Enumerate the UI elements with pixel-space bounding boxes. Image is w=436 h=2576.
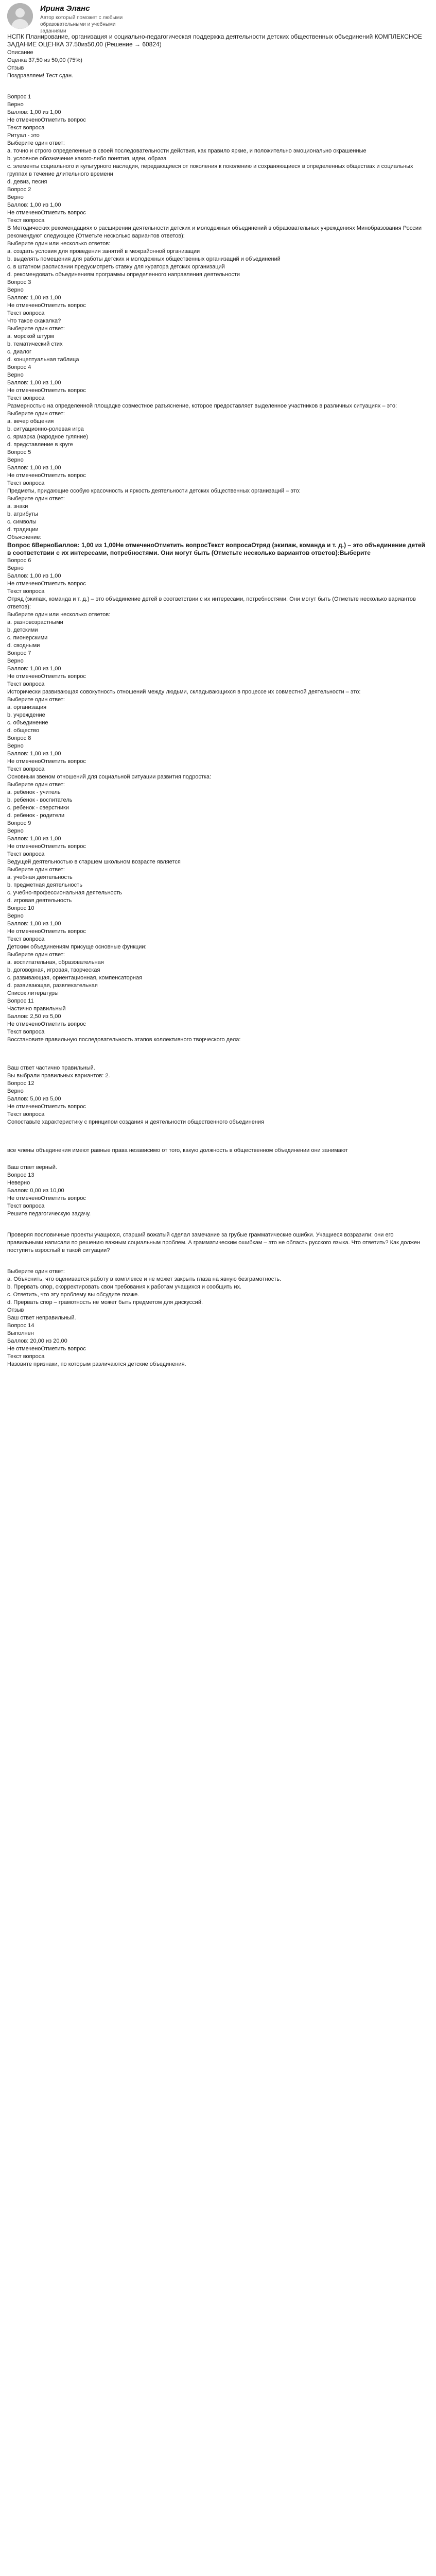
spacer — [7, 1126, 429, 1147]
text-line: c. пионерскими — [7, 635, 48, 641]
text-line: Выберите один ответ: — [7, 326, 65, 332]
text-line: Не отмеченоОтметить вопрос — [7, 1104, 86, 1110]
text-line: d. развивающая, развлекательная — [7, 982, 98, 989]
document-title: НСПК Планирование, организация и социально-педагогическая поддержка деятельности детских общественных объединений КОМПЛЕКСНОЕ ЗАДАНИЕ ОЦЕНКА 37.50из50,00 (Решение → 60824) — [7, 33, 422, 48]
text-line: Выберите один или несколько ответов: — [7, 612, 111, 618]
text-line: Вопрос 9 — [7, 820, 31, 826]
text-line: Не отмеченоОтметить вопрос — [7, 1021, 86, 1027]
author-avatar[interactable] — [7, 3, 33, 29]
text-line: d. общество — [7, 727, 40, 734]
text-line: Баллов: 1,00 из 1,00 — [7, 109, 61, 115]
text-line: a. Объяснить, что оценивается работу в комплексе и не может закрыть глаза на явную безграмотность. — [7, 1276, 282, 1282]
text-line: Список литературы — [7, 990, 59, 996]
text-line: Верно — [7, 287, 24, 293]
text-line: Верно — [7, 194, 24, 200]
text-line: Верно — [7, 913, 24, 919]
text-line: Текст вопроса — [7, 1029, 45, 1035]
text-line: a. учебная деятельность — [7, 874, 73, 880]
text-line: Баллов: 1,00 из 1,00 — [7, 573, 61, 579]
text-line: Баллов: 1,00 из 1,00 — [7, 836, 61, 842]
text-line: Предметы, придающие особую красочность и яркость деятельности детских общественных организаций – это: — [7, 488, 301, 494]
text-line: Не отмеченоОтметить вопрос — [7, 1346, 86, 1352]
text-line: Текст вопроса — [7, 217, 45, 224]
text-line: Не отмеченоОтметить вопрос — [7, 758, 86, 765]
text-line: Не отмеченоОтметить вопрос — [7, 302, 86, 309]
text-line: Баллов: 20,00 из 20,00 — [7, 1338, 67, 1344]
text-line: Что такое скакалка? — [7, 318, 61, 324]
text-line: b. выделять помещения для работы детских и молодежных общественных организаций и объединений — [7, 256, 281, 262]
text-line: Размерностью на определенной площадке совместное разъяснение, которое предоставляет выделенное участников в различных ситуациях – это: — [7, 403, 397, 409]
text-line: Баллов: 1,00 из 1,00 — [7, 751, 61, 757]
text-line: Не отмеченоОтметить вопрос — [7, 928, 86, 935]
text-line: Не отмеченоОтметить вопрос — [7, 117, 86, 123]
text-line: Назовите признаки, по которым различаются детские объединения. — [7, 1361, 186, 1367]
text-line: Выберите один или несколько ответов: — [7, 241, 111, 247]
text-line: d. ребенок - родители — [7, 812, 65, 819]
text-line: Текст вопроса — [7, 1111, 45, 1117]
text-line: a. знаки — [7, 503, 28, 510]
text-line: Вопрос 12 — [7, 1080, 34, 1087]
text-line: Основным звеном отношений для социальной ситуации развития подростка: — [7, 774, 212, 780]
text-line: c. элементы социального и культурного наследия, передающиеся от поколения к поколению и сохраняющиеся в определенных обществах и социальных группах в течение длительного времени — [7, 163, 413, 177]
text-line: Выберите один ответ: — [7, 952, 65, 958]
text-line: Частично правильный — [7, 1006, 66, 1012]
text-line: Выполнен — [7, 1330, 34, 1336]
text-line: Вопрос 14 — [7, 1323, 34, 1329]
text-line: Баллов: 1,00 из 1,00 — [7, 295, 61, 301]
text-line: d. игровая деятельность — [7, 897, 72, 904]
user-silhouette-icon — [7, 3, 33, 29]
text-line: Баллов: 0,00 из 10,00 — [7, 1188, 64, 1194]
text-line: Восстановите правильную последовательность этапов коллективного творческого дела: — [7, 1037, 241, 1043]
text-line: Решите педагогическую задачу. — [7, 1211, 91, 1217]
text-line: Ваш ответ верный. — [7, 1164, 57, 1171]
text-line: Баллов: 1,00 из 1,00 — [7, 465, 61, 471]
text-line: Вопрос 1 — [7, 94, 31, 100]
text-line: В Методических рекомендациях о расширении деятельности детских и молодежных объединений в образовательных учреждениях Минобразования России рекомендуют следующее (Отметьте несколько вариантов ответов): — [7, 225, 422, 239]
text-line: Текст вопроса — [7, 395, 45, 401]
text-line: Верно — [7, 565, 24, 571]
text-line: Баллов: 2,50 из 5,00 — [7, 1013, 61, 1020]
text-line: Текст вопроса — [7, 1203, 45, 1209]
text-line: Детским объединениям присуще основные функции: — [7, 944, 147, 950]
text-line: c. в штатном расписании предусмотреть ставку для куратора детских организаций — [7, 264, 225, 270]
spacer — [7, 1155, 429, 1164]
text-line: b. учреждение — [7, 712, 45, 718]
spacer — [7, 80, 429, 93]
text-line: Неверно — [7, 1180, 30, 1186]
text-line: c. учебно-профессиональная деятельность — [7, 890, 122, 896]
text-line: Ваш ответ частично правильный. — [7, 1065, 95, 1071]
text-line: a. вечер общения — [7, 418, 54, 425]
text-line: b. тематический стих — [7, 341, 63, 347]
text-line: Текст вопроса — [7, 681, 45, 687]
text-line: Вопрос 2 — [7, 187, 31, 193]
text-line: d. концептуальная таблица — [7, 357, 79, 363]
text-line: Вопрос 10 — [7, 905, 34, 911]
text-line: Текст вопроса — [7, 766, 45, 772]
author-header — [7, 3, 429, 34]
text-line: b. договорная, игровая, творческая — [7, 967, 100, 973]
text-line: a. морской штурм — [7, 333, 54, 340]
text-line: Текст вопроса — [7, 936, 45, 942]
text-line: c. ребенок - сверстники — [7, 805, 69, 811]
text-line: b. атрибуты — [7, 511, 38, 517]
text-line: Выберите один ответ: — [7, 411, 65, 417]
text-line: Верно — [7, 101, 24, 108]
text-line: Верно — [7, 743, 24, 749]
text-line: Верно — [7, 457, 24, 463]
text-line: Вы выбрали правильных вариантов: 2. — [7, 1073, 110, 1079]
author-description: Автор который поможет с любыми образовательными и учебными заданиями — [40, 15, 123, 34]
text-line: Выберите один ответ: — [7, 867, 65, 873]
text-line: a. создать условия для проведения занятий в межрайонной организации — [7, 248, 200, 255]
text-line: c. развивающая, ориентационная, компенсаторная — [7, 975, 143, 981]
text-line: Вопрос 4 — [7, 364, 31, 370]
bold-paragraph: Вопрос 6ВерноБаллов: 1,00 из 1,00Не отмеченоОтметить вопросТекст вопросаОтряд (экипаж, команда и т. д.) – это объединение детей в соответствии с их интересами, потребностями. Они могут быть (Отметьте несколько вариантов ответов):Выберите — [7, 541, 425, 556]
text-line: Описание — [7, 49, 33, 56]
text-line: Не отмеченоОтметить вопрос — [7, 581, 86, 587]
text-line: Текст вопроса — [7, 480, 45, 486]
text-line: b. ситуационно-ролевая игра — [7, 426, 84, 432]
document-content — [7, 49, 429, 1368]
text-line: c. Ответить, что эту проблему вы обсудите позже. — [7, 1292, 139, 1298]
text-line: Баллов: 5,00 из 5,00 — [7, 1096, 61, 1102]
text-line: a. организация — [7, 704, 47, 710]
text-line: d. традиции — [7, 527, 39, 533]
text-line: Не отмеченоОтметить вопрос — [7, 387, 86, 394]
text-line: Вопрос 7 — [7, 650, 31, 656]
text-line: Выберите один ответ: — [7, 1268, 65, 1275]
text-line: d. рекомендовать объединениям программы определенного направления деятельности — [7, 272, 240, 278]
text-line: Выберите один ответ: — [7, 782, 65, 788]
text-line: a. ребенок - учитель — [7, 789, 61, 795]
text-line: Ритуал - это — [7, 132, 40, 139]
text-line: b. Прервать спор, скорректировать свои требования к работам учащихся и сообщить их. — [7, 1284, 242, 1290]
text-line: Выберите один ответ: — [7, 697, 65, 703]
text-line: b. условное обозначение какого-либо понятия, идеи, образа — [7, 156, 167, 162]
text-line: Сопоставьте характеристику с принципом создания и деятельности общественного объединения — [7, 1119, 265, 1125]
text-line: c. объединение — [7, 720, 48, 726]
text-line: b. ребенок - воспитатель — [7, 797, 73, 803]
text-line: Не отмеченоОтметить вопрос — [7, 210, 86, 216]
text-line: Объяснение: — [7, 534, 42, 540]
text-line: b. предметная деятельность — [7, 882, 82, 888]
text-line: d. представление в круге — [7, 442, 73, 448]
author-info — [40, 3, 133, 35]
text-line: Текст вопроса — [7, 1353, 45, 1360]
text-line: Текст вопроса — [7, 310, 45, 316]
author-name[interactable]: Ирина Эланс — [40, 4, 90, 13]
text-line: c. диалог — [7, 349, 31, 355]
text-line: Отзыв — [7, 1307, 24, 1313]
text-line: Исторически развивающая совокупность отношений между людьми, складывающихся в процессе их совместной деятельности – это: — [7, 689, 361, 695]
text-line: a. разновозрастными — [7, 619, 63, 625]
text-line: Текст вопроса — [7, 125, 45, 131]
text-line: c. символы — [7, 519, 37, 525]
text-line: Не отмеченоОтметить вопрос — [7, 843, 86, 850]
text-line: Проверяя пословичные проекты учащихся, старший вожатый сделал замечание за грубые грамматические ошибки. Учащиеся возразили: они его правильными написали по решению важным социальным проблем. А грамматическим ошибкам – это не область русского языка. Что ответить? Как должен поступить взрослый в такой ситуации? — [7, 1232, 421, 1253]
text-line: Не отмеченоОтметить вопрос — [7, 1195, 86, 1201]
text-line: Текст вопроса — [7, 851, 45, 857]
text-line: Верно — [7, 372, 24, 378]
text-line: все члены объединения имеют равные права независимо от того, какую должность в общественном объединении они занимают — [7, 1147, 348, 1154]
text-line: d. Прервать спор – грамотность не может быть предметом для дискуссий. — [7, 1299, 203, 1306]
spacer — [7, 1255, 429, 1268]
text-line: Поздравляем! Тест сдан. — [7, 73, 74, 79]
text-line: d. девиз, песня — [7, 179, 47, 185]
text-line: Выберите один ответ: — [7, 140, 65, 146]
text-line: Отзыв — [7, 65, 24, 71]
text-line: Не отмеченоОтметить вопрос — [7, 472, 86, 479]
text-line: Отряд (экипаж, команда и т. д.) – это объединение детей в соответствии с их интересами, потребностями. Они могут быть (Отметьте несколько вариантов ответов): — [7, 596, 416, 610]
text-line: Ведущей деятельностью в старшем школьном возрасте является — [7, 859, 181, 865]
text-line: Баллов: 1,00 из 1,00 — [7, 666, 61, 672]
text-line: Вопрос 5 — [7, 449, 31, 455]
text-line: Вопрос 8 — [7, 735, 31, 741]
text-line: Верно — [7, 1088, 24, 1094]
text-line: Вопрос 3 — [7, 279, 31, 285]
text-line: Верно — [7, 658, 24, 664]
text-line: Вопрос 13 — [7, 1172, 34, 1178]
text-line: a. воспитательная, образовательная — [7, 959, 104, 965]
spacer — [7, 1044, 429, 1064]
text-line: d. сводными — [7, 642, 40, 649]
text-line: Верно — [7, 828, 24, 834]
text-line: Вопрос 11 — [7, 998, 34, 1004]
text-line: c. ярмарка (народное гуляние) — [7, 434, 88, 440]
text-line: Текст вопроса — [7, 588, 45, 595]
text-line: b. детскими — [7, 627, 38, 633]
text-line: Оценка 37,50 из 50,00 (75%) — [7, 57, 82, 63]
text-line: Баллов: 1,00 из 1,00 — [7, 921, 61, 927]
text-line: Вопрос 6 — [7, 557, 31, 564]
text-line: Баллов: 1,00 из 1,00 — [7, 202, 61, 208]
text-line: Ваш ответ неправильный. — [7, 1315, 76, 1321]
text-line: a. точно и строго определенные в своей последовательности действия, как правило яркие, и положительно эмоционально окрашенные — [7, 148, 367, 154]
text-line: Выберите один ответ: — [7, 496, 65, 502]
spacer — [7, 1218, 429, 1231]
text-line: Баллов: 1,00 из 1,00 — [7, 380, 61, 386]
text-line: Не отмеченоОтметить вопрос — [7, 673, 86, 680]
